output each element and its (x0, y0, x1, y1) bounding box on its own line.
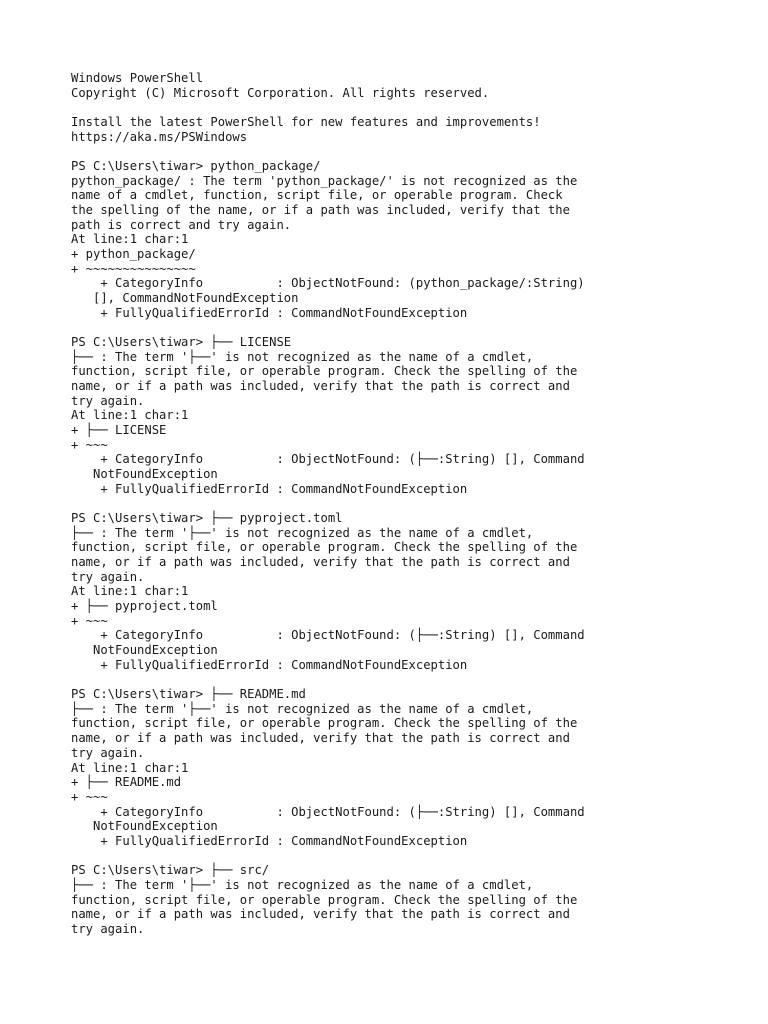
error-line: path is correct and try again. (71, 217, 292, 232)
error-line: + FullyQualifiedErrorId : CommandNotFoundException (71, 833, 468, 848)
error-line: the spelling of the name, or if a path was included, verify that the (71, 203, 570, 218)
error-line: [], CommandNotFoundException (71, 291, 299, 306)
command-input: ├── README.md (210, 687, 306, 702)
error-line: + CategoryInfo : ObjectNotFound: (python_package/:String) (71, 276, 585, 291)
blank-line (71, 849, 761, 864)
error-line: + ~~~ (71, 613, 108, 628)
prompt: PS C:\Users\tiwar> (71, 159, 211, 173)
prompt-line (71, 511, 761, 526)
blank-line (71, 100, 761, 115)
error-line: try again. (71, 921, 145, 936)
error-line: + ├── LICENSE (71, 423, 167, 438)
notice-link: https://aka.ms/PSWindows (71, 129, 248, 144)
error-line: ├── : The term '├──' is not recognized as the name of a cmdlet, (71, 525, 534, 540)
error-line: + ├── pyproject.toml (71, 599, 218, 614)
error-line: At line:1 char:1 (71, 232, 189, 247)
command-input: ├── pyproject.toml (210, 511, 343, 526)
command-input: python_package/ (210, 159, 321, 173)
error-line: name, or if a path was included, verify that the path is correct and (71, 379, 570, 394)
prompt-line (71, 687, 761, 702)
prompt-line (71, 863, 761, 878)
blank-line (71, 672, 761, 687)
error-line: + FullyQualifiedErrorId : CommandNotFoundException (71, 657, 468, 672)
error-line: try again. (71, 569, 145, 584)
prompt: PS C:\Users\tiwar> (71, 687, 211, 702)
error-line: ├── : The term '├──' is not recognized as the name of a cmdlet, (71, 349, 534, 364)
error-line: + ~~~~~~~~~~~~~~~ (71, 261, 196, 276)
command-block (71, 335, 761, 496)
error-line: name, or if a path was included, verify that the path is correct and (71, 555, 570, 570)
error-line: + CategoryInfo : ObjectNotFound: (├──:String) [], Command (71, 804, 585, 819)
banner-copyright: Copyright (C) Microsoft Corporation. All rights reserved. (71, 85, 490, 100)
error-line: NotFoundException (71, 467, 218, 482)
blank-line (71, 496, 761, 511)
error-line: + ~~~ (71, 789, 108, 804)
error-line: At line:1 char:1 (71, 760, 189, 775)
error-line: function, script file, or operable program. Check the spelling of the (71, 716, 578, 731)
error-line: At line:1 char:1 (71, 408, 189, 423)
error-line: name, or if a path was included, verify that the path is correct and (71, 907, 570, 922)
command-input: ├── src/ (210, 863, 270, 878)
error-line: python_package/ : The term 'python_package/' is not recognized as the (71, 173, 578, 188)
blank-line (71, 320, 761, 335)
error-line: NotFoundException (71, 643, 218, 658)
error-line: name, or if a path was included, verify that the path is correct and (71, 731, 570, 746)
error-line: name of a cmdlet, function, script file, or operable program. Check (71, 188, 563, 203)
notice-text: Install the latest PowerShell for new features and improvements! (71, 115, 541, 129)
command-input: ├── LICENSE (210, 335, 292, 350)
prompt-line (71, 335, 761, 350)
error-line: + python_package/ (71, 247, 196, 262)
banner (71, 71, 761, 100)
error-line: ├── : The term '├──' is not recognized as the name of a cmdlet, (71, 877, 534, 892)
blank-line (71, 144, 761, 159)
error-line: + CategoryInfo : ObjectNotFound: (├──:String) [], Command (71, 452, 585, 467)
error-line: + CategoryInfo : ObjectNotFound: (├──:String) [], Command (71, 628, 585, 643)
command-block (71, 687, 761, 848)
error-line: + FullyQualifiedErrorId : CommandNotFoundException (71, 305, 468, 320)
error-line: function, script file, or operable program. Check the spelling of the (71, 892, 578, 907)
error-line: function, script file, or operable program. Check the spelling of the (71, 364, 578, 379)
prompt-line (71, 159, 761, 174)
error-line: try again. (71, 745, 145, 760)
prompt: PS C:\Users\tiwar> (71, 863, 211, 878)
error-line: At line:1 char:1 (71, 584, 189, 599)
prompt: PS C:\Users\tiwar> (71, 335, 211, 350)
error-line: + FullyQualifiedErrorId : CommandNotFoundException (71, 481, 468, 496)
powershell-console-output[interactable] (71, 71, 761, 937)
error-line: ├── : The term '├──' is not recognized as the name of a cmdlet, (71, 701, 534, 716)
error-line: + ~~~ (71, 437, 108, 452)
error-line: + ├── README.md (71, 775, 182, 790)
command-history (71, 144, 761, 936)
command-block (71, 511, 761, 672)
prompt: PS C:\Users\tiwar> (71, 511, 211, 526)
error-line: NotFoundException (71, 819, 218, 834)
error-line: function, script file, or operable program. Check the spelling of the (71, 540, 578, 555)
command-block (71, 159, 761, 320)
upgrade-notice (71, 115, 761, 144)
banner-title: Windows PowerShell (71, 71, 204, 85)
command-block (71, 863, 761, 936)
error-line: try again. (71, 393, 145, 408)
